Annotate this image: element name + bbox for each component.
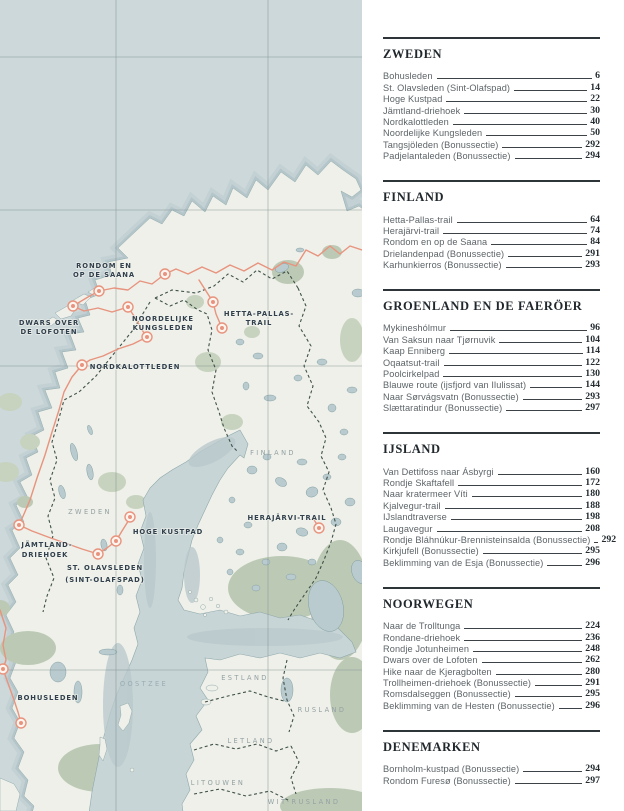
toc-entry (383, 465, 600, 476)
toc-rows (383, 213, 600, 270)
toc-leader-line (499, 342, 582, 343)
toc-entry-page-number: 291 (585, 247, 600, 259)
toc-leader-line (464, 628, 582, 629)
toc-entry-page-number: 236 (585, 631, 600, 643)
toc-entry-page-number: 294 (585, 763, 600, 775)
map-trail-label-bohusleden: BOHUSLEDEN (17, 694, 79, 702)
toc-entry-page-number: 130 (585, 368, 600, 380)
toc-entry-page-number: 6 (595, 70, 600, 82)
toc-entry (383, 763, 600, 774)
toc-entry-page-number: 144 (585, 379, 600, 391)
toc-entry-page-number: 22 (590, 93, 600, 105)
toc-section-heading: IJSLAND (383, 442, 441, 457)
toc-entry (383, 499, 600, 510)
toc-rows (383, 763, 600, 786)
toc-entry-page-number: 291 (585, 677, 600, 689)
toc-entry-title: Drielandenpad (Bonussectie) (383, 248, 505, 259)
toc-leader-line (594, 542, 598, 543)
toc-entry (383, 356, 600, 367)
toc-entry (383, 138, 600, 149)
toc-section-ijsland (383, 432, 617, 568)
toc-entry-page-number: 297 (585, 774, 600, 786)
toc-leader-line (506, 410, 582, 411)
toc-leader-line (443, 376, 582, 377)
toc-entry (383, 333, 600, 344)
map-label-wit-rusland: WIT-RUSLAND (267, 798, 341, 806)
map-trail-label-lofoten-line2: DE LOFOTEN (20, 328, 78, 336)
toc-entry-title: Rondom en op de Saana (383, 237, 488, 248)
toc-rows (383, 465, 617, 568)
toc-entry-page-number: 248 (585, 642, 600, 654)
toc-leader-line (547, 565, 582, 566)
toc-entry-page-number: 84 (590, 236, 600, 248)
toc-entry-page-number: 292 (601, 533, 617, 545)
toc-entry-title: Padjelantaleden (Bonussectie) (383, 151, 511, 162)
map-trail-label-jamtland-line2: DRIEHOEK (21, 551, 69, 559)
toc-entry-title: Herajärvi-trail (383, 225, 440, 236)
toc-entry-title: Oqaatsut-trail (383, 357, 440, 368)
toc-entry (383, 322, 600, 333)
toc-entry-title: Naar Sørvágsvatn (Bonussectie) (383, 391, 519, 402)
toc-leader-line (445, 508, 583, 509)
toc-entry (383, 225, 600, 236)
toc-entry (383, 665, 600, 676)
toc-entry-title: Rondje Bláhnúkur-Brennisteinsalda (Bonussectie) (383, 534, 591, 545)
toc-entry-title: Poolcirkelpad (383, 369, 440, 380)
map-trail-label-lofoten-line1: DWARS OVER (18, 319, 80, 327)
toc-rows (383, 70, 600, 161)
toc-entry-title: Hetta-Pallas-trail (383, 214, 453, 225)
toc-leader-line (506, 267, 583, 268)
toc-entry-title: Van Saksun naar Tjørnuvik (383, 334, 496, 345)
toc-entry-title: Kjalvegur-trail (383, 500, 441, 511)
toc-entry-page-number: 262 (585, 654, 600, 666)
toc-entry-page-number: 104 (585, 333, 600, 345)
toc-entry-page-number: 40 (590, 115, 600, 127)
map-label-litouwen: LITOUWEN (190, 779, 246, 787)
toc-leader-line (523, 771, 582, 772)
toc-entry-page-number: 198 (585, 511, 600, 523)
toc-entry-title: Trollheimen-driehoek (Bonussectie) (383, 678, 532, 689)
map-trail-label-hetta-line2: TRAIL (245, 319, 273, 327)
toc-entry-title: Rondje Skaftafell (383, 477, 455, 488)
toc-leader-line (444, 365, 583, 366)
toc-entry-page-number: 296 (585, 556, 600, 568)
toc-entry (383, 379, 600, 390)
map-trail-label-rondom-line1: RONDOM EN (76, 262, 132, 270)
toc-entry-page-number: 122 (585, 356, 600, 368)
toc-entry-title: IJslandtraverse (383, 512, 447, 523)
toc-entry-title: Dwars over de Lofoten (383, 655, 478, 666)
map-trail-label-kungsleden-line1: NOORDELIJKE (132, 315, 194, 323)
toc-entry (383, 104, 600, 115)
toc-entry (383, 402, 600, 413)
map-trail-label-nordkalottleden: NORDKALOTTLEDEN (89, 363, 181, 371)
toc-leader-line (482, 662, 583, 663)
toc-entry-page-number: 294 (585, 150, 600, 162)
toc-entry-page-number: 14 (590, 81, 600, 93)
toc-entry (383, 247, 600, 258)
toc-entry-page-number: 295 (585, 545, 600, 557)
toc-rows (383, 620, 600, 711)
toc-entry (383, 116, 600, 127)
toc-entry-title: Mykineshólmur (383, 323, 447, 334)
toc-entry (383, 556, 600, 567)
toc-entry (383, 688, 600, 699)
toc-leader-line (515, 158, 583, 159)
map-trail-label-herajarvi: HERAJÄRVI-TRAIL (247, 514, 327, 522)
toc-leader-line (473, 651, 582, 652)
toc-entry (383, 545, 600, 556)
toc-entry-title: Rondane-driehoek (383, 632, 461, 643)
toc-entry-page-number: 64 (590, 213, 600, 225)
toc-leader-line (508, 256, 582, 257)
toc-leader-line (437, 531, 583, 532)
toc-leader-line (502, 147, 582, 148)
toc-entry (383, 643, 600, 654)
toc-entry-page-number: 224 (585, 620, 600, 632)
toc-entry (383, 620, 600, 631)
toc-entry-page-number: 50 (590, 127, 600, 139)
toc-section-noorwegen (383, 587, 600, 711)
toc-leader-line (472, 496, 583, 497)
toc-entry-page-number: 172 (585, 476, 600, 488)
toc-entry-title: Naar kratermeer Víti (383, 489, 468, 500)
toc-section-zweden (383, 37, 600, 161)
toc-entry-page-number: 295 (585, 688, 600, 700)
toc-section-heading: FINLAND (383, 190, 445, 205)
toc-entry (383, 70, 600, 81)
toc-rows (383, 322, 600, 413)
toc-entry (383, 390, 600, 401)
toc-entry (383, 477, 600, 488)
toc-entry (383, 81, 600, 92)
toc-entry-title: Rondom Furesø (Bonussectie) (383, 775, 511, 786)
toc-entry-title: Van Dettifoss naar Ásbyrgi (383, 466, 494, 477)
toc-leader-line (446, 101, 587, 102)
toc-entry-title: Noordelijke Kungsleden (383, 128, 483, 139)
toc-entry-title: Slættaratindur (Bonussectie) (383, 403, 503, 414)
toc-entry (383, 93, 600, 104)
toc-leader-line (496, 674, 583, 675)
toc-leader-line (450, 330, 587, 331)
toc-leader-line (559, 708, 582, 709)
toc-entry (383, 345, 600, 356)
toc-entry-page-number: 280 (585, 665, 600, 677)
toc-section-finland (383, 180, 600, 270)
toc-leader-line (451, 519, 582, 520)
toc-section-heading: ZWEDEN (383, 47, 443, 61)
toc-leader-line (453, 124, 587, 125)
map-label-oostzee: OOSTZEE (119, 680, 169, 688)
toc-leader-line (457, 222, 587, 223)
map-trail-label-kungsleden-line2: KUNGSLEDEN (132, 324, 194, 332)
map-label-estland: ESTLAND (221, 674, 269, 682)
toc-entry (383, 677, 600, 688)
toc-entry-title: Beklimming van de Esja (Bonussectie) (383, 557, 544, 568)
toc-entry (383, 127, 600, 138)
toc-entry-page-number: 114 (585, 345, 600, 357)
map-label-finland: FINLAND (250, 449, 296, 457)
toc-entry-page-number: 292 (585, 138, 600, 150)
toc-entry-page-number: 30 (590, 104, 600, 116)
toc-leader-line (464, 640, 582, 641)
toc-entry (383, 654, 600, 665)
map-trail-label-olavsleden-line1: ST. OLAVSLEDEN (66, 564, 144, 572)
toc-section-denemarken (383, 730, 600, 786)
toc-leader-line (458, 485, 582, 486)
toc-entry-title: Beklimming van de Hesten (Bonussectie) (383, 700, 555, 711)
toc-section-heading: DENEMARKEN (383, 739, 481, 754)
map-trail-label-olavsleden-line2: (SINT-OLAFSPAD) (65, 576, 145, 584)
toc-entry (383, 150, 600, 161)
toc-entry-page-number: 160 (585, 465, 600, 477)
toc-leader-line (483, 553, 582, 554)
toc-leader-line (491, 244, 587, 245)
map-trail-label-jamtland-line1: JÄMTLAND- (21, 541, 73, 549)
toc-leader-line (523, 399, 583, 400)
toc-entry-title: Karhunkierros (Bonussectie) (383, 260, 502, 271)
toc-entry-title: Hoge Kustpad (383, 94, 443, 105)
toc-leader-line (530, 387, 582, 388)
toc-entry-title: Bohusleden (383, 71, 433, 82)
toc-leader-line (535, 685, 582, 686)
toc-entry (383, 511, 600, 522)
toc-entry-title: St. Olavsleden (Sint-Olafspad) (383, 82, 511, 93)
toc-leader-line (498, 474, 583, 475)
toc-entry (383, 368, 600, 379)
map-trail-label-hoge-kustpad: HOGE KUSTPAD (132, 528, 204, 536)
toc-entry-title: Blauwe route (ijsfjord van Ilulissat) (383, 380, 527, 391)
toc-leader-line (464, 113, 587, 114)
toc-entry-title: Rondje Jotunheimen (383, 643, 470, 654)
toc-entry (383, 213, 600, 224)
toc-entry-title: Hike naar de Kjeragbolten (383, 666, 492, 677)
toc-entry-page-number: 96 (590, 322, 600, 334)
map-label-letland: LETLAND (227, 737, 275, 745)
toc-entry (383, 236, 600, 247)
toc-entry (383, 522, 600, 533)
toc-entry (383, 488, 600, 499)
toc-entry (383, 631, 600, 642)
toc-entry-title: Nordkalottleden (383, 116, 449, 127)
toc-entry (383, 699, 600, 710)
toc-section-heading: NOORWEGEN (383, 596, 474, 611)
toc-leader-line (514, 90, 587, 91)
toc-leader-line (443, 233, 587, 234)
map-trail-label-rondom-line2: OP DE SAANA (72, 271, 136, 279)
toc-section-heading: GROENLAND EN DE FAERÖER (383, 299, 583, 314)
toc-entry (383, 533, 617, 545)
toc-entry-title: Bornholm-kustpad (Bonussectie) (383, 764, 520, 775)
toc-entry-page-number: 188 (585, 499, 600, 511)
map-label-zweden: ZWEDEN (68, 508, 112, 516)
toc-leader-line (515, 783, 582, 784)
toc-entry-title: Romsdalseggen (Bonussectie) (383, 689, 511, 700)
toc-entry (383, 259, 600, 270)
toc-entry-page-number: 296 (585, 699, 600, 711)
map-trail-label-hetta-line1: HETTA-PALLAS- (223, 310, 295, 318)
toc-leader-line (486, 135, 587, 136)
toc-entry-page-number: 293 (585, 259, 600, 271)
toc-entry-page-number: 74 (590, 224, 600, 236)
toc-entry-title: Kaap Enniberg (383, 346, 446, 357)
toc-entry-page-number: 297 (585, 402, 600, 414)
toc-entry-title: Kirkjufell (Bonussectie) (383, 546, 479, 557)
toc-leader-line (437, 78, 593, 79)
toc-leader-line (515, 696, 582, 697)
toc-leader-line (449, 353, 583, 354)
map-label-rusland: RUSLAND (297, 706, 347, 714)
toc-entry-title: Jämtland-driehoek (383, 105, 461, 116)
toc-entry (383, 774, 600, 785)
toc-entry-title: Laugavegur (383, 523, 433, 534)
toc-entry-title: Tangsjöleden (Bonussectie) (383, 139, 499, 150)
toc-entry-page-number: 180 (585, 488, 600, 500)
table-of-contents (383, 0, 617, 805)
toc-entry-page-number: 293 (585, 390, 600, 402)
toc-entry-page-number: 208 (585, 522, 600, 534)
toc-section-groenland-en-de-faer-er (383, 289, 600, 413)
toc-entry-title: Naar de Trolltunga (383, 621, 461, 632)
